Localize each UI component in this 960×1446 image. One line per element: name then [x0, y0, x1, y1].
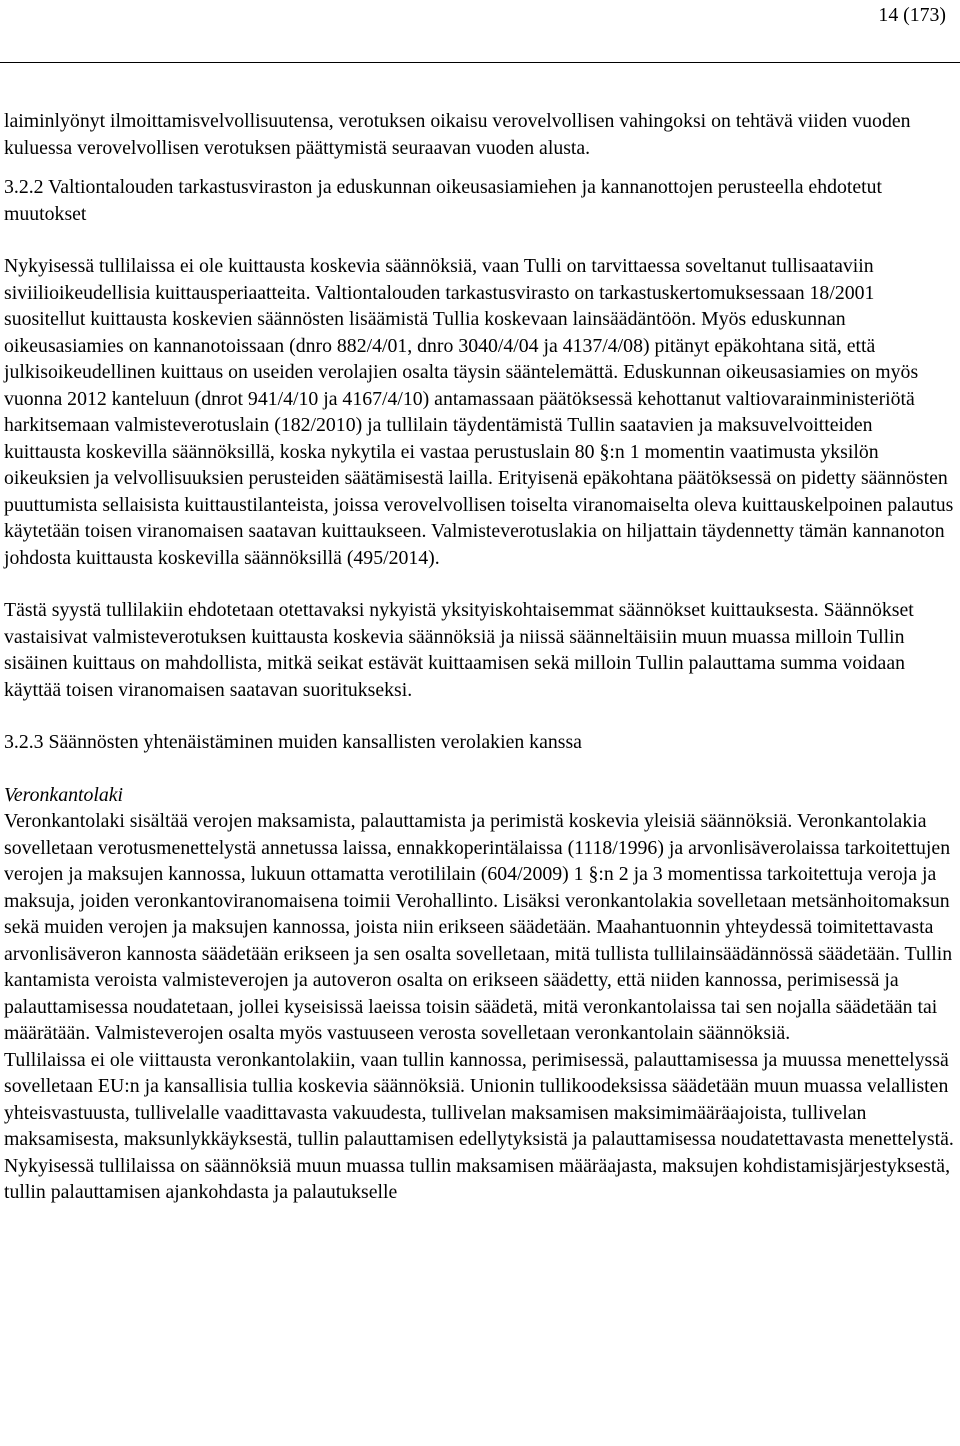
- section-3-2-3-paragraph-2: Tullilaissa ei ole viittausta veronkantolakiin, vaan tullin kannossa, perimisessä, palauttamisessa ja muussa menettelyssä sovelletaan EU:n ja kansallisia tullia koskevia säännöksiä. Unionin tullikoodeksissa säädetään muun muassa velallisten yhteisvastuusta, tullivelalle vaadittavasta vakuudesta, tullivelan maksamisen maksimimääräajoista, tullivelan maksamisesta, maksunlykkäyksestä, tullin palauttamisen edellytyksistä ja palauttamisessa noudatettavasta menettelystä. Nykyisessä tullilaissa on säännöksiä muun muassa tullin maksamisen määräajasta, maksujen kohdistamisjärjestyksestä, tullin palauttamisen ajankohdasta ja palautukselle: [4, 1048, 954, 1203]
- document-body: [4, 108, 954, 1206]
- subheading-veronkantolaki: Veronkantolaki: [4, 783, 124, 806]
- page-number: 14 (173): [878, 4, 946, 26]
- section-3-2-2-paragraph-2: Tästä syystä tullilakiin ehdotetaan otettavaksi nykyistä yksityiskohtaisemmat säännökset kuittauksesta. Säännökset vastaisivat valmisteverotuksen kuittausta koskevia säännöksiä ja niissä säänneltäisiin muun muassa milloin Tullin sisäinen kuittaus on mahdollista, mitkä seikat estävät kuittaamisen sekä milloin Tullin palauttama summa voidaan käyttää toisen viranomaisen saatavan suoritukseksi.: [4, 599, 914, 701]
- section-3-2-2-paragraph-1: Nykyisessä tullilaissa ei ole kuittausta koskevia säännöksiä, vaan Tulli on tarvittaessa soveltanut tullisaataviin siviilioikeudellisia kuittausperiaatteita. Valtiontalouden tarkastusvirasto on tarkastuskertomuksessaan 18/2001 suositellut kuittausta koskevien säännösten lisäämistä Tullia koskevaan lainsäädäntöön. Myös eduskunnan oikeusasiamies on kannanotoissaan (dnro 882/4/01, dnro 3040/4/04 ja 4137/4/08) pitänyt epäkohtana sitä, että julkisoikeudellinen kuittaus on useiden verolajien osalta täysin sääntelemättä. Eduskunnan oikeusasiamies on myös vuonna 2012 kanteluun (dnrot 941/4/10 ja 4167/4/10) antamassaan päätöksessä kehottanut valtiovarainministeriötä harkitsemaan valmisteverotuslain (182/2010) ja tullilain täydentämistä Tullin saatavien ja maksuvelvoitteiden kuittausta koskevilla säännöksillä, koska nykytila ei vastaa perustuslain 80 §:n 1 momentin vaatimusta yksilön oikeuksien ja velvollisuuksien perusteiden säätämisestä lailla. Erityisenä epäkohtana päätöksessä on pidetty säännösten puuttumista sellaisista kuittaustilanteista, joissa verovelvollisen toiselta viranomaiselta oleva kuittauskelpoinen palautus käytetään toisen viranomaisen saatavan kuittaukseen. Valmisteverotuslakia on hiljattain täydennetty tämän kannanoton johdosta kuittausta koskevilla säännöksillä (495/2014).: [4, 255, 954, 569]
- section-3-2-2-heading: 3.2.2 Valtiontalouden tarkastusviraston ja eduskunnan oikeusasiamiehen ja kannanottojen perusteella ehdotetut muutokset: [4, 176, 883, 225]
- header-divider: [0, 62, 960, 63]
- section-3-2-3-heading: 3.2.3 Säännösten yhtenäistäminen muiden kansallisten verolakien kanssa: [4, 731, 582, 753]
- intro-paragraph: laiminlyönyt ilmoittamisvelvollisuutensa, verotuksen oikaisu verovelvollisen vahingoksi on tehtävä viiden vuoden kuluessa verovelvollisen verotuksen päättymistä seuraavan vuoden alusta.: [4, 110, 911, 159]
- section-3-2-3-paragraph-1: Veronkantolaki sisältää verojen maksamista, palauttamista ja perimistä koskevia yleisiä säännöksiä. Veronkantolakia sovelletaan verotusmenettelystä annetussa laissa, ennakkoperintälaissa (1118/1996) ja arvonlisäverolaissa tarkoitettujen verojen ja maksujen kannossa, lukuun ottamatta verotililain (604/2009) 1 §:n 2 ja 3 momentissa tarkoitettuja veroja ja maksuja, joiden veronkantoviranomaisena toimii Verohallinto. Lisäksi veronkantolakia sovelletaan metsänhoitomaksun sekä muiden verojen ja maksujen kannossa, joista niin erikseen säädetään. Maahantuonnin yhteydessä toimitettavasta arvonlisäveron kannosta säädetään erikseen ja sen osalta sovelletaan, mitä tullista tullilainsäädännössä säädetään. Tullin kantamista veroista valmisteverojen ja autoveron osalta on erikseen säädetty, että niiden kannossa, perimisessä ja palauttamisessa noudatetaan, jollei kyseisissä laeissa toisin säädetä, mitä veronkantolaissa tai sen nojalla säädetään tai määrätään. Valmisteverojen osalta myös vastuuseen verosta sovelletaan veronkantolain säännöksiä.: [4, 810, 953, 1044]
